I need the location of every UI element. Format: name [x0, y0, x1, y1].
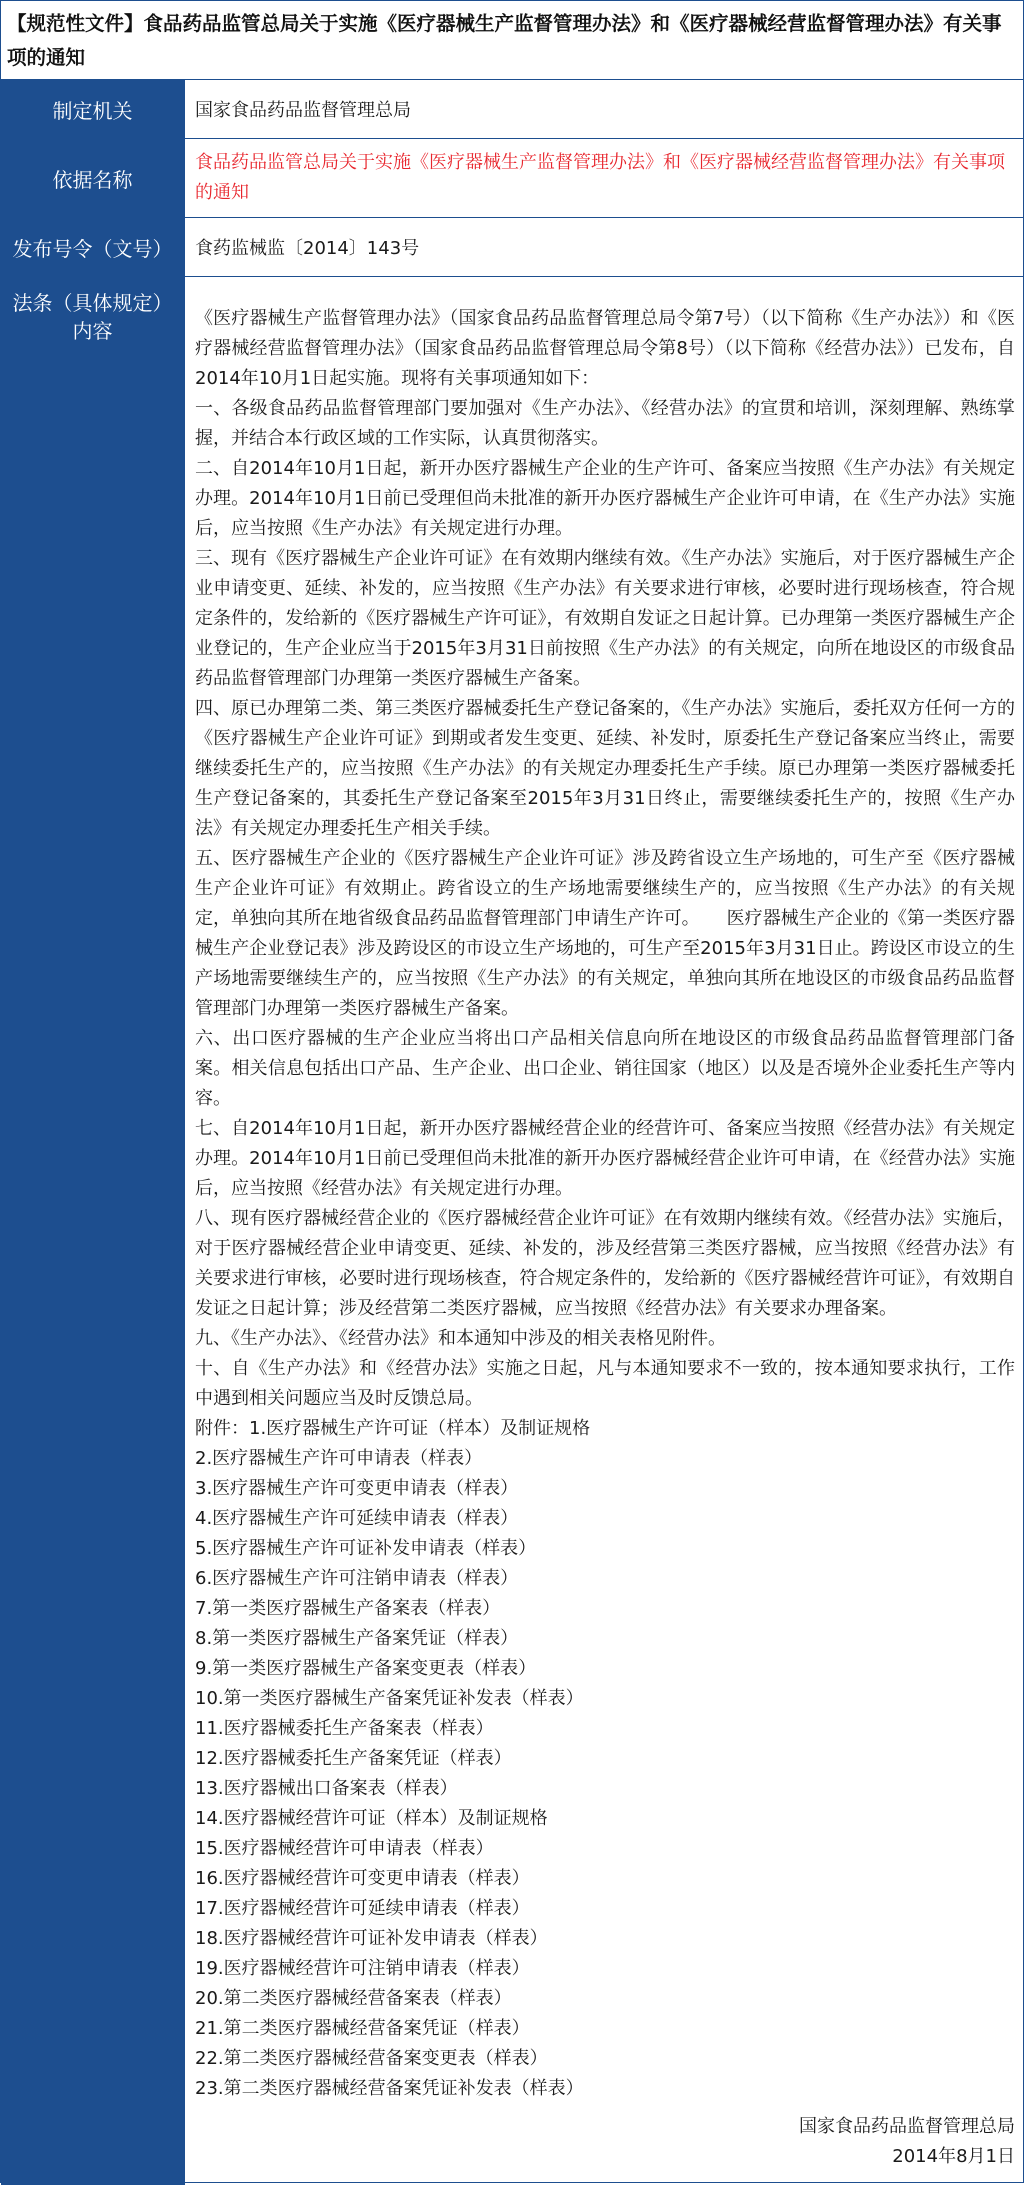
attachment-item: 9.第一类医疗器械生产备案变更表（样表） — [195, 1658, 537, 1679]
paragraph: 五、医疗器械生产企业的《医疗器械生产企业许可证》涉及跨省设立生产场地的，可生产至《医疗器械生产企业许可证》有效期止。跨省设立的生产场地需要继续生产的，应当按照《生产办法》的有关规定，单独向其所在地省级食品药品监督管理部门申请生产许可。 医疗器械生产企业的《第一类医疗器械生产企业登记表》涉及跨设区的市设立生产场地的，可生产至2015年3月31日止。跨设区市设立的生产场地需要继续生产的，应当按照《生产办法》的有关规定，单独向其所在地设区的市级食品药品监督管理部门办理第一类医疗器械生产备案。 — [195, 848, 1015, 1019]
attachment-item: 14.医疗器械经营许可证（样本）及制证规格 — [195, 1808, 548, 1829]
document-title: 【规范性文件】食品药品监管总局关于实施《医疗器械生产监督管理办法》和《医疗器械经营监督管理办法》有关事项的通知 — [1, 1, 1023, 80]
attachment-item: 22.第二类医疗器械经营备案变更表（样表） — [195, 2048, 548, 2069]
row-docno — [1, 218, 1023, 277]
attachment-item: 7.第一类医疗器械生产备案表（样表） — [195, 1598, 501, 1619]
row-content — [1, 277, 1023, 2185]
attachment-item: 13.医疗器械出口备案表（样表） — [195, 1778, 458, 1799]
docno-label: 发布号令（文号） — [1, 218, 185, 276]
paragraph: 十、自《生产办法》和《经营办法》实施之日起，凡与本通知要求不一致的，按本通知要求执行，工作中遇到相关问题应当及时反馈总局。 — [195, 1358, 1015, 1409]
paragraph: 六、出口医疗器械的生产企业应当将出口产品相关信息向所在地设区的市级食品药品监督管理部门备案。相关信息包括出口产品、生产企业、出口企业、销往国家（地区）以及是否境外企业委托生产等内容。 — [195, 1028, 1015, 1109]
attachment-item: 19.医疗器械经营许可注销申请表（样表） — [195, 1958, 530, 1979]
attachment-item: 附件：1.医疗器械生产许可证（样本）及制证规格 — [195, 1418, 591, 1439]
attachment-item: 10.第一类医疗器械生产备案凭证补发表（样表） — [195, 1688, 584, 1709]
attachment-item: 23.第二类医疗器械经营备案凭证补发表（样表） — [195, 2078, 584, 2099]
attachment-item: 16.医疗器械经营许可变更申请表（样表） — [195, 1868, 530, 1889]
row-basis — [1, 139, 1023, 218]
attachment-item: 21.第二类医疗器械经营备案凭证（样表） — [195, 2018, 530, 2039]
content-label: 法条（具体规定）内容 — [1, 277, 185, 2185]
attachment-item: 6.医疗器械生产许可注销申请表（样表） — [195, 1568, 519, 1589]
paragraph: 四、原已办理第二类、第三类医疗器械委托生产登记备案的，《生产办法》实施后，委托双方任何一方的《医疗器械生产企业许可证》到期或者发生变更、延续、补发时，原委托生产登记备案应当终止，需要继续委托生产的，应当按照《生产办法》的有关规定办理委托生产手续。原已办理第一类医疗器械委托生产登记备案的，其委托生产登记备案至2015年3月31日终止，需要继续委托生产的，按照《生产办法》有关规定办理委托生产相关手续。 — [195, 698, 1015, 839]
attachment-item: 20.第二类医疗器械经营备案表（样表） — [195, 1988, 512, 2009]
content-body — [185, 277, 1023, 2185]
attachment-item: 8.第一类医疗器械生产备案凭证（样表） — [195, 1628, 519, 1649]
issuer-value: 国家食品药品监督管理总局 — [195, 100, 411, 121]
attachment-item: 15.医疗器械经营许可申请表（样表） — [195, 1838, 494, 1859]
attachment-list — [195, 1414, 1015, 2104]
paragraph: 二、自2014年10月1日起，新开办医疗器械生产企业的生产许可、备案应当按照《生产办法》有关规定办理。2014年10月1日前已受理但尚未批准的新开办医疗器械生产企业许可申请，在《生产办法》实施后，应当按照《生产办法》有关规定进行办理。 — [195, 458, 1015, 539]
attachment-item: 18.医疗器械经营许可证补发申请表（样表） — [195, 1928, 548, 1949]
paragraph: 八、现有医疗器械经营企业的《医疗器械经营企业许可证》在有效期内继续有效。《经营办法》实施后，对于医疗器械经营企业申请变更、延续、补发的，涉及经营第三类医疗器械，应当按照《经营办法》有关要求进行审核，必要时进行现场核查，符合规定条件的，发给新的《医疗器械经营许可证》，有效期自发证之日起计算；涉及经营第二类医疗器械，应当按照《经营办法》有关要求办理备案。 — [195, 1208, 1015, 1319]
paragraph: 《医疗器械生产监督管理办法》（国家食品药品监督管理总局令第7号）（以下简称《生产办法》）和《医疗器械经营监督管理办法》（国家食品药品监督管理总局令第8号）（以下简称《经营办法》）已发布，自2014年10月1日起实施。现将有关事项通知如下： — [195, 308, 1015, 389]
paragraph: 一、各级食品药品监督管理部门要加强对《生产办法》、《经营办法》的宣贯和培训，深刻理解、熟练掌握，并结合本行政区域的工作实际，认真贯彻落实。 — [195, 398, 1015, 449]
signature-date: 2014年8月1日 — [892, 2146, 1015, 2167]
attachment-item: 2.医疗器械生产许可申请表（样表） — [195, 1448, 483, 1469]
row-issuer — [1, 80, 1023, 139]
basis-link[interactable]: 食品药品监管总局关于实施《医疗器械生产监督管理办法》和《医疗器械经营监督管理办法》有关事项的通知 — [195, 152, 1005, 203]
issuer-label: 制定机关 — [1, 80, 185, 138]
basis-label: 依据名称 — [1, 139, 185, 217]
attachment-item: 5.医疗器械生产许可证补发申请表（样表） — [195, 1538, 537, 1559]
attachment-item: 4.医疗器械生产许可延续申请表（样表） — [195, 1508, 519, 1529]
docno-value: 食药监械监〔2014〕143号 — [195, 238, 420, 259]
paragraph: 九、《生产办法》、《经营办法》和本通知中涉及的相关表格见附件。 — [195, 1328, 726, 1349]
paragraph: 七、自2014年10月1日起，新开办医疗器械经营企业的经营许可、备案应当按照《经营办法》有关规定办理。2014年10月1日前已受理但尚未批准的新开办医疗器械经营企业许可申请，在《经营办法》实施后，应当按照《经营办法》有关规定进行办理。 — [195, 1118, 1015, 1199]
signature-org: 国家食品药品监督管理总局 — [799, 2116, 1015, 2137]
attachment-item: 3.医疗器械生产许可变更申请表（样表） — [195, 1478, 519, 1499]
attachment-item: 12.医疗器械委托生产备案凭证（样表） — [195, 1748, 512, 1769]
attachment-item: 17.医疗器械经营许可延续申请表（样表） — [195, 1898, 530, 1919]
attachment-item: 11.医疗器械委托生产备案表（样表） — [195, 1718, 494, 1739]
paragraph: 三、现有《医疗器械生产企业许可证》在有效期内继续有效。《生产办法》实施后，对于医疗器械生产企业申请变更、延续、补发的，应当按照《生产办法》有关要求进行审核，必要时进行现场核查，符合规定条件的，发给新的《医疗器械生产许可证》，有效期自发证之日起计算。已办理第一类医疗器械生产企业登记的，生产企业应当于2015年3月31日前按照《生产办法》的有关规定，向所在地设区的市级食品药品监督管理部门办理第一类医疗器械生产备案。 — [195, 548, 1015, 689]
